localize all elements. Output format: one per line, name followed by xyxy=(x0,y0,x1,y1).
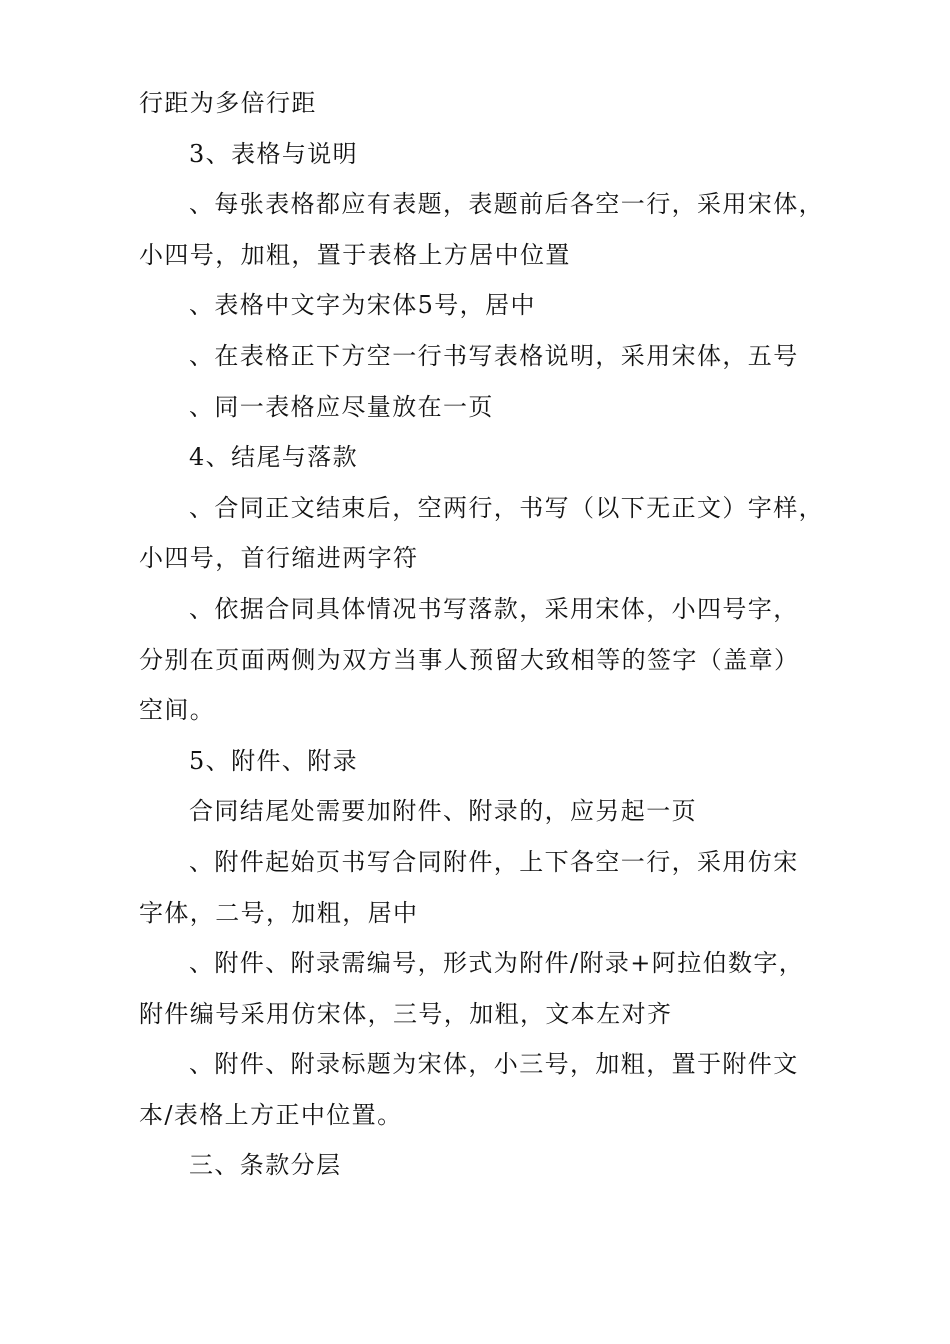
paragraph-line: 行距为多倍行距 xyxy=(139,89,317,117)
section-heading: 3、表格与说明 xyxy=(189,139,359,168)
section-heading: 4、结尾与落款 xyxy=(189,443,359,472)
paragraph-line: 小四号，首行缩进两字符 xyxy=(139,544,419,573)
chapter-heading: 三、条款分层 xyxy=(189,1151,342,1180)
paragraph-line: 空间。 xyxy=(139,696,216,725)
paragraph-line: 本/表格上方正中位置。 xyxy=(139,1100,403,1129)
paragraph-line: 、附件起始页书写合同附件，上下各空一行，采用仿宋 xyxy=(189,847,799,876)
paragraph-line: 、合同正文结束后，空两行，书写（以下无正文）字样， xyxy=(189,493,824,522)
paragraph-line: 、每张表格都应有表题，表题前后各空一行，采用宋体， xyxy=(189,190,824,219)
paragraph-line: 小四号，加粗，置于表格上方居中位置 xyxy=(139,240,571,269)
section-heading: 5、附件、附录 xyxy=(189,746,359,775)
paragraph-line: 、在表格正下方空一行书写表格说明，采用宋体，五号 xyxy=(189,341,799,370)
paragraph-line: 、依据合同具体情况书写落款，采用宋体，小四号字， xyxy=(189,594,799,623)
paragraph-line: 、同一表格应尽量放在一页 xyxy=(189,392,494,421)
paragraph-line: 、附件、附录标题为宋体，小三号，加粗，置于附件文 xyxy=(189,1050,799,1079)
paragraph-line: 附件编号采用仿宋体，三号，加粗，文本左对齐 xyxy=(139,999,673,1028)
paragraph-line: 、附件、附录需编号，形式为附件/附录+阿拉伯数字， xyxy=(189,949,805,978)
paragraph-line: 分别在页面两侧为双方当事人预留大致相等的签字（盖章） xyxy=(139,645,800,674)
document-body xyxy=(139,78,829,1191)
paragraph-line: 合同结尾处需要加附件、附录的，应另起一页 xyxy=(189,797,697,826)
paragraph-line: 、表格中文字为宋体5号，居中 xyxy=(189,291,536,320)
paragraph-line: 字体，二号，加粗，居中 xyxy=(139,898,419,927)
